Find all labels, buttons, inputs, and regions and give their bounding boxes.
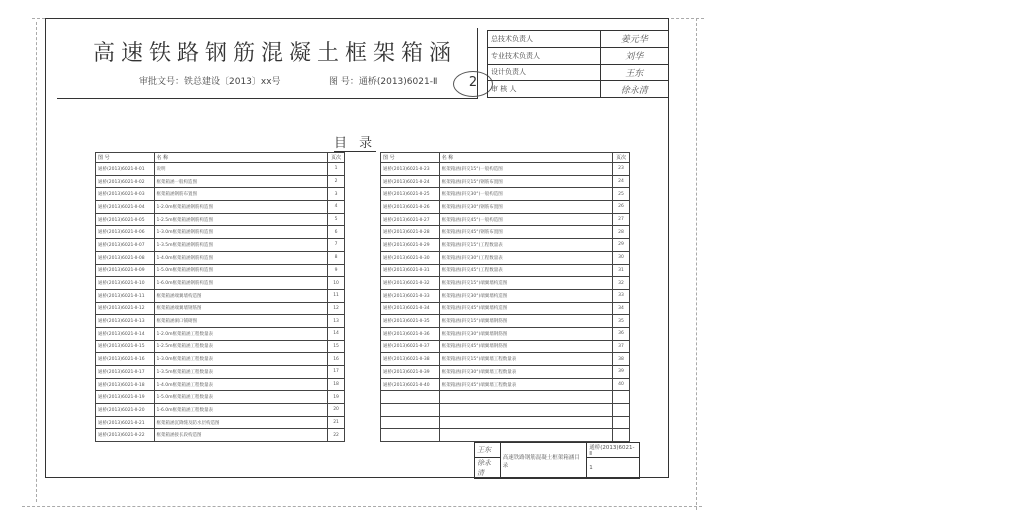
toc-header-page: 页次 [613, 153, 630, 163]
toc-row [96, 239, 345, 252]
signature-label: 专业技术负责人 [488, 47, 601, 64]
toc-cell-page: 28 [613, 226, 630, 239]
toc-cell-no: 通桥(2013)6021-Ⅱ-21 [96, 416, 155, 429]
toc-cell-page: 38 [613, 353, 630, 366]
toc-header-page: 页次 [328, 153, 345, 163]
toc-cell-page: 2 [328, 175, 345, 188]
toc-cell-name: 1-6.0m框架箱涵工程数量表 [154, 404, 328, 417]
toc-cell-name: 1-3.0m框架箱涵工程数量表 [154, 353, 328, 366]
toc-cell-page: 40 [613, 378, 630, 391]
designer-signature: 王东 [475, 443, 501, 458]
toc-cell-no: 通桥(2013)6021-Ⅱ-12 [96, 302, 155, 315]
toc-cell-page: 27 [613, 213, 630, 226]
toc-cell-page: 30 [613, 251, 630, 264]
toc-cell-page: 6 [328, 226, 345, 239]
toc-cell-page: 29 [613, 239, 630, 252]
toc-row [96, 315, 345, 328]
toc-row [96, 213, 345, 226]
toc-cell-no [381, 404, 440, 417]
toc-row [96, 175, 345, 188]
toc-cell-no: 通桥(2013)6021-Ⅱ-23 [381, 163, 440, 176]
toc-cell-page: 10 [328, 277, 345, 290]
toc-cell-name: 框架箱涵(斜交30°)端翼墙工程数量表 [439, 366, 612, 379]
toc-cell-name: 框架箱涵(斜交15°)端翼墙工程数量表 [439, 353, 612, 366]
toc-row [381, 163, 630, 176]
signature-row [488, 47, 669, 64]
toc-row [96, 302, 345, 315]
toc-cell-name: 框架箱涵(斜交45°)端翼墙工程数量表 [439, 378, 612, 391]
toc-cell-no: 通桥(2013)6021-Ⅱ-39 [381, 366, 440, 379]
toc-row [96, 188, 345, 201]
signature-row [488, 64, 669, 81]
signature-row [488, 31, 669, 48]
toc-row [381, 327, 630, 340]
toc-cell-no: 通桥(2013)6021-Ⅱ-08 [96, 251, 155, 264]
toc-cell-name: 框架箱涵(斜交45°)工程数量表 [439, 264, 612, 277]
toc-cell-page: 9 [328, 264, 345, 277]
toc-cell-no: 通桥(2013)6021-Ⅱ-34 [381, 302, 440, 315]
toc-cell-page: 16 [328, 353, 345, 366]
toc-row [381, 201, 630, 214]
approval-number: 审批文号：铁总建设〔2013〕xx号 [139, 77, 281, 87]
toc-cell-page: 15 [328, 340, 345, 353]
toc-cell-no: 通桥(2013)6021-Ⅱ-19 [96, 391, 155, 404]
signature-label: 审 核 人 [488, 81, 601, 98]
toc-cell-name: 1-5.0m框架箱涵钢筋构造图 [154, 264, 328, 277]
toc-row [96, 404, 345, 417]
toc-cell-no: 通桥(2013)6021-Ⅱ-37 [381, 340, 440, 353]
toc-cell-page: 32 [613, 277, 630, 290]
title-block [57, 28, 478, 99]
toc-cell-name: 框架箱涵端翼墙钢筋图 [154, 302, 328, 315]
toc-cell-name: 1-2.5m框架箱涵钢筋构造图 [154, 213, 328, 226]
toc-row [381, 391, 630, 404]
toc-cell-name: 框架箱涵(斜交15°)一般构造图 [439, 163, 612, 176]
toc-cell-name: 框架箱涵端翼墙构造图 [154, 289, 328, 302]
drawing-number: 图 号：通桥(2013)6021-Ⅱ [329, 77, 438, 87]
toc-header-name: 名 称 [154, 153, 328, 163]
toc-cell-no: 通桥(2013)6021-Ⅱ-03 [96, 188, 155, 201]
toc-row [96, 353, 345, 366]
toc-cell-name: 框架箱涵(斜交15°)端翼墙钢筋图 [439, 315, 612, 328]
toc-cell-name [439, 416, 612, 429]
toc-cell-no: 通桥(2013)6021-Ⅱ-32 [381, 277, 440, 290]
toc-cell-name: 框架箱涵一般构造图 [154, 175, 328, 188]
toc-cell-name: 框架箱涵(斜交30°)端翼墙构造图 [439, 289, 612, 302]
trim-line-left [36, 22, 37, 502]
toc-cell-no: 通桥(2013)6021-Ⅱ-18 [96, 378, 155, 391]
toc-cell-no: 通桥(2013)6021-Ⅱ-22 [96, 429, 155, 442]
checker-signature: 徐永清 [475, 458, 501, 479]
toc-cell-no [381, 416, 440, 429]
toc-row [96, 226, 345, 239]
toc-cell-name: 框架箱涵(斜交15°)端翼墙构造图 [439, 277, 612, 290]
toc-heading: 目 录 [334, 132, 376, 152]
toc-cell-page: 17 [328, 366, 345, 379]
toc-cell-page: 12 [328, 302, 345, 315]
toc-cell-name: 框架箱涵(斜交15°)工程数量表 [439, 239, 612, 252]
toc-row [381, 416, 630, 429]
toc-cell-no: 通桥(2013)6021-Ⅱ-09 [96, 264, 155, 277]
toc-row [96, 201, 345, 214]
toc-cell-page: 18 [328, 378, 345, 391]
footer-block [474, 442, 640, 479]
signature-row [488, 81, 669, 98]
toc-cell-no: 通桥(2013)6021-Ⅱ-35 [381, 315, 440, 328]
toc-cell-name: 框架箱涵洞口铺砌图 [154, 315, 328, 328]
toc-cell-page: 24 [613, 175, 630, 188]
toc-cell-page: 37 [613, 340, 630, 353]
toc-header-name: 名 称 [439, 153, 612, 163]
toc-cell-no: 通桥(2013)6021-Ⅱ-14 [96, 327, 155, 340]
toc-row [381, 175, 630, 188]
toc-cell-name: 1-3.5m框架箱涵钢筋构造图 [154, 239, 328, 252]
toc-cell-page: 25 [613, 188, 630, 201]
toc-cell-name: 框架箱涵(斜交30°)端翼墙钢筋图 [439, 327, 612, 340]
toc-cell-no: 通桥(2013)6021-Ⅱ-36 [381, 327, 440, 340]
toc-row [96, 327, 345, 340]
toc-cell-name: 1-4.0m框架箱涵钢筋构造图 [154, 251, 328, 264]
toc-cell-page [613, 391, 630, 404]
toc-cell-name [439, 404, 612, 417]
toc-cell-page: 31 [613, 264, 630, 277]
toc-cell-no: 通桥(2013)6021-Ⅱ-05 [96, 213, 155, 226]
toc-row [381, 239, 630, 252]
toc-cell-page: 1 [328, 163, 345, 176]
toc-cell-no [381, 429, 440, 442]
toc-header-no: 图 号 [96, 153, 155, 163]
toc-cell-no: 通桥(2013)6021-Ⅱ-28 [381, 226, 440, 239]
toc-table-left [95, 152, 345, 442]
toc-cell-name [439, 429, 612, 442]
toc-cell-page: 19 [328, 391, 345, 404]
toc-cell-no: 通桥(2013)6021-Ⅱ-11 [96, 289, 155, 302]
toc-cell-page [613, 429, 630, 442]
toc-cell-no: 通桥(2013)6021-Ⅱ-33 [381, 289, 440, 302]
toc-row [381, 289, 630, 302]
toc-row [381, 404, 630, 417]
toc-cell-name: 框架箱涵钢筋布置图 [154, 188, 328, 201]
toc-cell-page: 36 [613, 327, 630, 340]
toc-cell-name: 框架箱涵(斜交15°)钢筋布置图 [439, 175, 612, 188]
toc-cell-name: 框架箱涵(斜交30°)一般构造图 [439, 188, 612, 201]
signature: 徐永清 [600, 81, 668, 98]
toc-cell-page: 11 [328, 289, 345, 302]
toc-cell-name: 框架箱涵(斜交30°)钢筋布置图 [439, 201, 612, 214]
toc-cell-no: 通桥(2013)6021-Ⅱ-10 [96, 277, 155, 290]
signature: 王东 [600, 64, 668, 81]
toc-cell-page: 23 [613, 163, 630, 176]
toc-row [96, 378, 345, 391]
toc-cell-name: 框架箱涵接长段构造图 [154, 429, 328, 442]
toc-row [381, 264, 630, 277]
toc-cell-page: 33 [613, 289, 630, 302]
toc-cell-no [381, 391, 440, 404]
toc-cell-name: 1-3.5m框架箱涵工程数量表 [154, 366, 328, 379]
toc-cell-page: 5 [328, 213, 345, 226]
toc-row [96, 429, 345, 442]
toc-cell-page: 8 [328, 251, 345, 264]
toc-cell-name: 1-3.0m框架箱涵钢筋构造图 [154, 226, 328, 239]
toc-row [381, 429, 630, 442]
toc-row [381, 366, 630, 379]
toc-cell-page: 4 [328, 201, 345, 214]
toc-cell-page: 14 [328, 327, 345, 340]
toc-cell-page: 39 [613, 366, 630, 379]
toc-cell-name: 1-4.0m框架箱涵工程数量表 [154, 378, 328, 391]
toc-row [96, 340, 345, 353]
toc-cell-name: 框架箱涵沉降缝及防水层构造图 [154, 416, 328, 429]
toc-header-row [96, 153, 345, 163]
toc-cell-name: 框架箱涵(斜交45°)端翼墙钢筋图 [439, 340, 612, 353]
toc-cell-name: 框架箱涵(斜交45°)一般构造图 [439, 213, 612, 226]
toc-cell-no: 通桥(2013)6021-Ⅱ-31 [381, 264, 440, 277]
signature-label: 设计负责人 [488, 64, 601, 81]
toc-cell-no: 通桥(2013)6021-Ⅱ-02 [96, 175, 155, 188]
toc-cell-no: 通桥(2013)6021-Ⅱ-40 [381, 378, 440, 391]
document-title: 高速铁路钢筋混凝土框架箱涵 [93, 41, 458, 66]
toc-cell-name: 框架箱涵(斜交30°)工程数量表 [439, 251, 612, 264]
toc-cell-page: 35 [613, 315, 630, 328]
toc-cell-no: 通桥(2013)6021-Ⅱ-24 [381, 175, 440, 188]
toc-cell-name: 1-2.5m框架箱涵工程数量表 [154, 340, 328, 353]
toc-row [381, 277, 630, 290]
toc-row [381, 251, 630, 264]
toc-cell-page: 21 [328, 416, 345, 429]
toc-cell-name: 1-2.0m框架箱涵钢筋构造图 [154, 201, 328, 214]
toc-row [381, 213, 630, 226]
toc-row [381, 340, 630, 353]
toc-row [381, 226, 630, 239]
trim-line-bottom [22, 506, 702, 507]
toc-cell-name: 框架箱涵(斜交45°)端翼墙构造图 [439, 302, 612, 315]
toc-cell-no: 通桥(2013)6021-Ⅱ-17 [96, 366, 155, 379]
toc-cell-no: 通桥(2013)6021-Ⅱ-20 [96, 404, 155, 417]
signature: 刘华 [600, 47, 668, 64]
toc-row [381, 302, 630, 315]
signature-label: 总技术负责人 [488, 31, 601, 48]
signature-block [487, 30, 669, 98]
toc-cell-no: 通桥(2013)6021-Ⅱ-16 [96, 353, 155, 366]
toc-cell-no: 通桥(2013)6021-Ⅱ-26 [381, 201, 440, 214]
toc-row [96, 289, 345, 302]
toc-cell-name: 说明 [154, 163, 328, 176]
toc-row [96, 251, 345, 264]
toc-cell-no: 通桥(2013)6021-Ⅱ-27 [381, 213, 440, 226]
toc-row [96, 416, 345, 429]
toc-cell-page: 13 [328, 315, 345, 328]
toc-cell-name: 1-5.0m框架箱涵工程数量表 [154, 391, 328, 404]
toc-row [381, 353, 630, 366]
toc-row [381, 378, 630, 391]
toc-cell-no: 通桥(2013)6021-Ⅱ-38 [381, 353, 440, 366]
footer-sheet-number: 1 [587, 458, 640, 479]
toc-row [381, 188, 630, 201]
stamp: 2 [453, 71, 493, 97]
toc-row [381, 315, 630, 328]
toc-cell-page [613, 416, 630, 429]
toc-cell-no: 通桥(2013)6021-Ⅱ-30 [381, 251, 440, 264]
toc-cell-page: 34 [613, 302, 630, 315]
toc-cell-name: 框架箱涵(斜交45°)钢筋布置图 [439, 226, 612, 239]
toc-header-no: 图 号 [381, 153, 440, 163]
toc-cell-page: 7 [328, 239, 345, 252]
toc-cell-no: 通桥(2013)6021-Ⅱ-07 [96, 239, 155, 252]
footer-drawing-number: 通桥(2013)6021-Ⅱ [587, 443, 640, 458]
signature: 姜元华 [600, 31, 668, 48]
toc-cell-page: 3 [328, 188, 345, 201]
toc-cell-page: 20 [328, 404, 345, 417]
toc-cell-no: 通桥(2013)6021-Ⅱ-06 [96, 226, 155, 239]
toc-cell-name: 1-6.0m框架箱涵钢筋构造图 [154, 277, 328, 290]
toc-cell-no: 通桥(2013)6021-Ⅱ-04 [96, 201, 155, 214]
toc-cell-no: 通桥(2013)6021-Ⅱ-15 [96, 340, 155, 353]
toc-cell-page: 26 [613, 201, 630, 214]
toc-cell-page [613, 404, 630, 417]
toc-cell-no: 通桥(2013)6021-Ⅱ-01 [96, 163, 155, 176]
toc-cell-no: 通桥(2013)6021-Ⅱ-25 [381, 188, 440, 201]
sheet-title: 高速铁路钢筋混凝土框架箱涵目录 [500, 443, 586, 479]
toc-cell-name [439, 391, 612, 404]
trim-line-right [696, 18, 697, 510]
toc-cell-name: 1-2.0m框架箱涵工程数量表 [154, 327, 328, 340]
toc-row [96, 366, 345, 379]
toc-row [96, 264, 345, 277]
toc-cell-no: 通桥(2013)6021-Ⅱ-29 [381, 239, 440, 252]
toc-row [96, 391, 345, 404]
toc-row [96, 163, 345, 176]
toc-cell-page: 22 [328, 429, 345, 442]
toc-row [96, 277, 345, 290]
toc-header-row [381, 153, 630, 163]
toc-cell-no: 通桥(2013)6021-Ⅱ-13 [96, 315, 155, 328]
toc-table-right [380, 152, 630, 442]
